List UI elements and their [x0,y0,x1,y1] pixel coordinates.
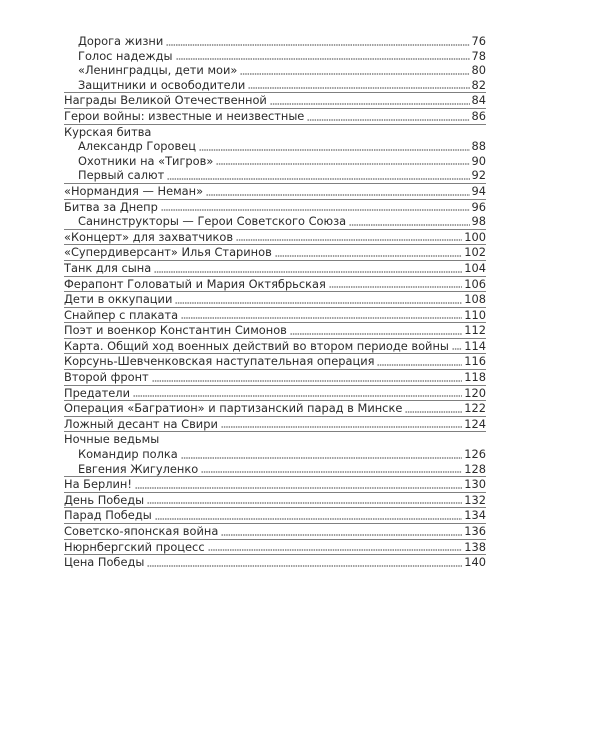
dot-leader [133,395,462,397]
dot-leader [152,380,463,382]
toc-entry-title: Ночные ведьмы [64,432,160,447]
toc-entry-page-number: 122 [464,401,486,416]
toc-entry-page-number: 132 [464,492,486,507]
toc-entry [64,492,486,508]
toc-entry-title: Дети в оккупации [64,292,173,307]
toc-entry [64,291,486,307]
toc-entry [64,199,486,215]
toc-entry [64,554,486,570]
toc-entry-page-number: 120 [464,385,486,400]
toc-entry-title: Ложный десант на Свири [64,416,218,431]
toc-entry [64,400,486,416]
dot-leader [329,286,462,288]
toc-entry-title: Защитники и освободители [78,77,246,92]
dot-leader [135,487,462,489]
toc-entry-page-number: 112 [464,323,486,338]
toc-entry-page-number: 96 [471,199,486,214]
dot-leader [176,58,470,60]
dot-leader [155,518,463,520]
toc-entry-page-number: 136 [464,524,486,538]
toc-entry-title: Герои войны: известные и неизвестные [64,108,305,123]
toc-entry [64,431,486,447]
toc-entry-title: Голос надежды [78,48,173,63]
toc-entry-title: Дорога жизни [78,34,164,48]
toc-entry-page-number: 128 [464,461,486,476]
dot-leader [166,44,469,46]
toc-entry-page-number: 78 [471,48,486,63]
toc-entry-page-number: 90 [471,153,486,168]
toc-entry-title: На Берлин! [64,477,132,492]
toc-entry-page-number: 76 [471,34,486,48]
toc-entry-title: Операция «Багратион» и партизанский парад в Минске [64,401,403,416]
toc-entry-title: Охотники на «Тигров» [78,153,214,168]
toc-entry-title: Первый салют [78,168,165,183]
toc-entry [64,507,486,523]
toc-entry-page-number: 92 [471,168,486,183]
toc-entry [64,168,486,183]
dot-leader [161,209,470,211]
toc-entry [64,307,486,323]
toc-entry-title: Карта. Общий ход военных действий во втором периоде войны [64,338,449,353]
toc-entry-title: Командир полка [78,447,178,462]
toc-entry [64,539,486,555]
toc-entry-title: «Концерт» для захватчиков [64,229,234,244]
toc-entry-page-number: 138 [464,539,486,554]
toc-entry [64,78,486,93]
toc-entry-page-number: 100 [464,229,486,244]
dot-leader [240,73,469,75]
dot-leader [405,411,462,413]
toc-entry-page-number: 88 [471,139,486,154]
dot-leader [270,103,470,105]
toc-entry-title: Цена Победы [64,555,145,570]
toc-entry-title: Евгения Жигуленко [78,461,199,476]
toc-entry-title: День Победы [64,492,145,507]
toc-entry [64,229,486,245]
toc-entry-title: Танк для сына [64,260,152,275]
toc-entry-title: Корсунь-Шевченковская наступательная операция [64,354,375,369]
toc-entry-title: Александр Горовец [78,139,196,154]
toc-entry-page-number: 114 [464,338,486,353]
toc-entry-page-number: 108 [464,292,486,307]
dot-leader [167,178,469,180]
toc-entry-title: Награды Великой Отечественной [64,93,267,108]
toc-entry-title: Курская битва [64,124,152,139]
toc-entry-page-number: 126 [464,447,486,462]
toc-entry [64,385,486,401]
dot-leader [236,239,462,241]
toc-entry [64,49,486,64]
toc-entry [64,369,486,385]
toc-entry-title: Снайпер с плаката [64,307,179,322]
dot-leader [147,565,462,567]
toc-entry [64,338,486,354]
toc-entry-page-number: 116 [464,354,486,369]
toc-entry [64,276,486,292]
dot-leader [181,457,462,459]
toc-entry-title: «Нормандия — Неман» [64,183,204,198]
toc-entry-page-number: 98 [471,214,486,229]
dot-leader [201,471,462,473]
toc-entry [64,244,486,260]
dot-leader [181,317,462,319]
toc-entry-title: Нюрнбергский процесс [64,539,205,554]
toc-entry-page-number: 104 [464,260,486,275]
toc-entry [64,447,486,462]
toc-entry [64,462,486,477]
toc-entry-page-number: 86 [471,108,486,123]
toc-entry-page-number: 124 [464,416,486,431]
toc-entry-title: Поэт и военкор Константин Симонов [64,323,287,338]
toc-entry-title: Битва за Днепр [64,199,158,214]
toc-entry-page-number: 130 [464,477,486,492]
dot-leader [248,87,469,89]
toc-entry-title: «Супердиверсант» Илья Старинов [64,245,272,260]
toc-entry-page-number: 80 [471,63,486,78]
toc-entry [64,139,486,154]
toc-entry-title: «Ленинградцы, дети мои» [78,63,238,78]
toc-entry [64,92,486,108]
dot-leader [206,194,469,196]
toc-entry-title: Советско-японская война [64,524,219,538]
dot-leader [307,119,469,121]
toc-entry-title: Парад Победы [64,508,152,523]
toc-entry-page-number: 102 [464,245,486,260]
toc-entry [64,476,486,492]
toc-entry [64,124,486,140]
toc-entry [64,214,486,229]
toc-entry-page-number: 134 [464,508,486,523]
toc-entry [64,353,486,369]
toc-entry-page-number: 84 [471,93,486,108]
dot-leader [452,348,462,350]
dot-leader [349,224,469,226]
toc-entry [64,523,486,539]
dot-leader [290,333,462,335]
dot-leader [175,302,462,304]
toc-entry-title: Предатели [64,385,130,400]
dot-leader [154,271,462,273]
toc-entry-title: Второй фронт [64,370,149,385]
toc-entry [64,154,486,169]
toc-entry-title: Ферапонт Головатый и Мария Октябрьская [64,276,326,291]
table-of-contents [64,34,486,570]
dot-leader [199,149,470,151]
toc-entry [64,34,486,49]
toc-entry [64,322,486,338]
toc-entry-page-number: 118 [464,370,486,385]
toc-entry-page-number: 82 [471,77,486,92]
toc-entry [64,63,486,78]
dot-leader [147,502,462,504]
dot-leader [377,364,462,366]
dot-leader [221,426,462,428]
dot-leader [221,534,462,536]
dot-leader [275,255,462,257]
toc-entry-page-number: 106 [464,276,486,291]
toc-entry [64,183,486,199]
toc-entry-page-number: 110 [464,307,486,322]
toc-entry [64,260,486,276]
toc-entry-page-number: 94 [471,183,486,198]
dot-leader [208,549,463,551]
toc-entry-title: Санинструкторы — Герои Советского Союза [78,214,347,229]
dot-leader [216,163,469,165]
toc-entry [64,108,486,124]
toc-entry [64,416,486,432]
toc-entry-page-number: 140 [464,555,486,570]
